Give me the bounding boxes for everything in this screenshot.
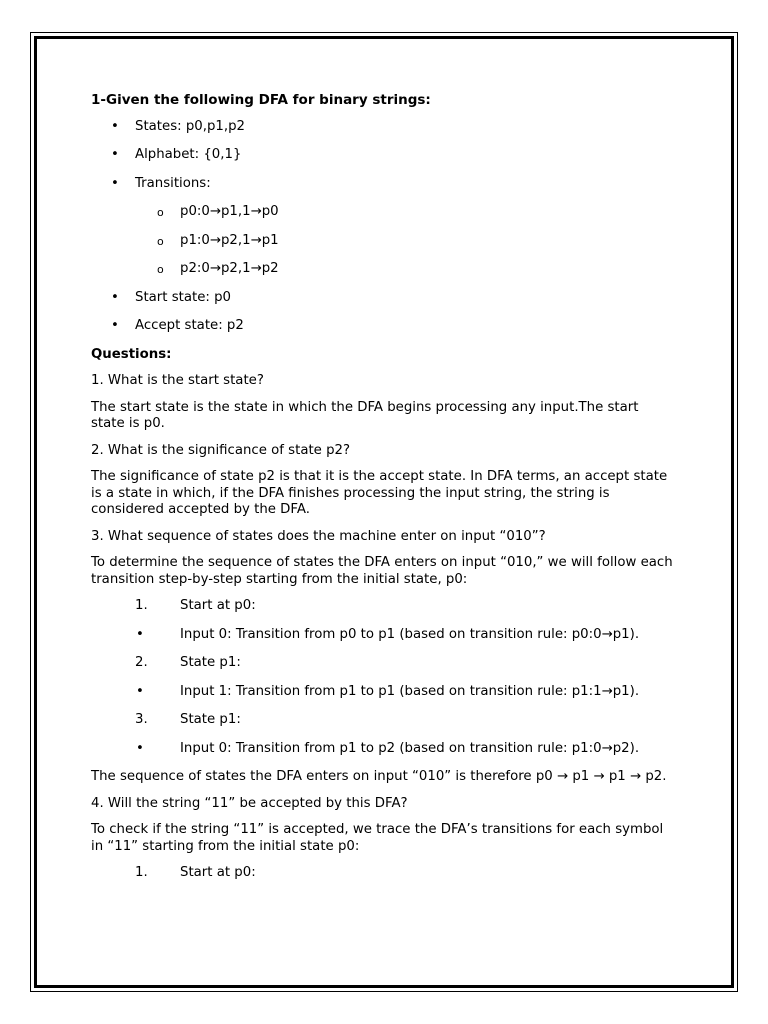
transitions-label: Transitions: [135, 175, 211, 191]
sub-bullet-mark: o [157, 206, 164, 219]
bullet-mark: • [111, 118, 119, 134]
step-text: State p1: [180, 655, 241, 670]
sub-bullet-mark: o [157, 234, 164, 248]
list-item-alphabet [91, 147, 676, 164]
step-number: 1. [135, 865, 148, 880]
bullet-mark: • [111, 147, 119, 162]
answer-1: The start state is the state in which the DFA begins processing any input.The start state is p0. [91, 399, 639, 431]
question-1: 1. What is the start state? [91, 373, 264, 388]
step-text: Start at p0: [180, 865, 256, 880]
step-text: Input 0: Transition from p0 to p1 (based on transition rule: p0:0→p1). [180, 626, 640, 642]
step-item [91, 865, 676, 882]
bullet-mark: • [111, 289, 119, 305]
alphabet-text: Alphabet: {0,1} [135, 147, 242, 162]
step-item [91, 684, 676, 701]
states-text: States: p0,p1,p2 [135, 118, 245, 134]
question-3: 3. What sequence of states does the machine enter on input “010”? [91, 528, 546, 544]
step-number: 2. [135, 655, 148, 670]
accept-state-text: Accept state: p2 [135, 318, 244, 333]
step-number: 3. [135, 712, 148, 727]
transition-item [91, 204, 676, 221]
transition-item [91, 261, 676, 278]
step-bullet: • [136, 626, 144, 642]
step-item [91, 598, 676, 615]
answer-3-conclusion: The sequence of states the DFA enters on input “010” is therefore p0 → p1 → p1 → p2. [91, 769, 667, 784]
step-item [91, 741, 676, 758]
bullet-mark: • [111, 175, 119, 191]
step-item [91, 627, 676, 644]
answer-4-intro: To check if the string “11” is accepted, we trace the DFA’s transitions for each symbol in “11” starting from the initial state p0: [91, 822, 664, 854]
bullet-mark: • [111, 318, 119, 333]
transition-item [91, 233, 676, 250]
list-item-states [91, 119, 676, 136]
transition-text: p0:0→p1,1→p0 [180, 204, 279, 219]
step-bullet: • [136, 740, 144, 756]
transition-text: p1:0→p2,1→p1 [180, 232, 279, 248]
answer-2: The significance of state p2 is that it is the accept state. In DFA terms, an accept state is a state in which, if the DFA finishes processing the input string, the string is considered accepted by the DFA. [91, 469, 668, 517]
step-number: 1. [135, 598, 148, 613]
sub-bullet-mark: o [157, 263, 164, 276]
answer-3-intro: To determine the sequence of states the DFA enters on input “010,” we will follow each transition step-by-step starting from the initial state, p0: [91, 555, 673, 587]
step-text: Input 1: Transition from p1 to p1 (based on transition rule: p1:1→p1). [180, 683, 640, 699]
questions-heading: Questions: [91, 346, 172, 362]
document-body [91, 88, 676, 894]
list-item-start-state [91, 290, 676, 307]
step-text: State p1: [180, 712, 241, 727]
dfa-heading: 1-Given the following DFA for binary strings: [91, 92, 431, 108]
transition-text: p2:0→p2,1→p2 [180, 261, 279, 276]
step-text: Start at p0: [180, 598, 256, 613]
step-item [91, 712, 676, 729]
step-text: Input 0: Transition from p1 to p2 (based on transition rule: p1:0→p2). [180, 740, 640, 756]
step-item [91, 655, 676, 672]
start-state-text: Start state: p0 [135, 289, 231, 305]
list-item-accept-state [91, 318, 676, 335]
question-2: 2. What is the significance of state p2? [91, 442, 351, 458]
list-item-transitions [91, 176, 676, 193]
question-4: 4. Will the string “11” be accepted by this DFA? [91, 795, 408, 811]
step-bullet: • [136, 683, 144, 699]
